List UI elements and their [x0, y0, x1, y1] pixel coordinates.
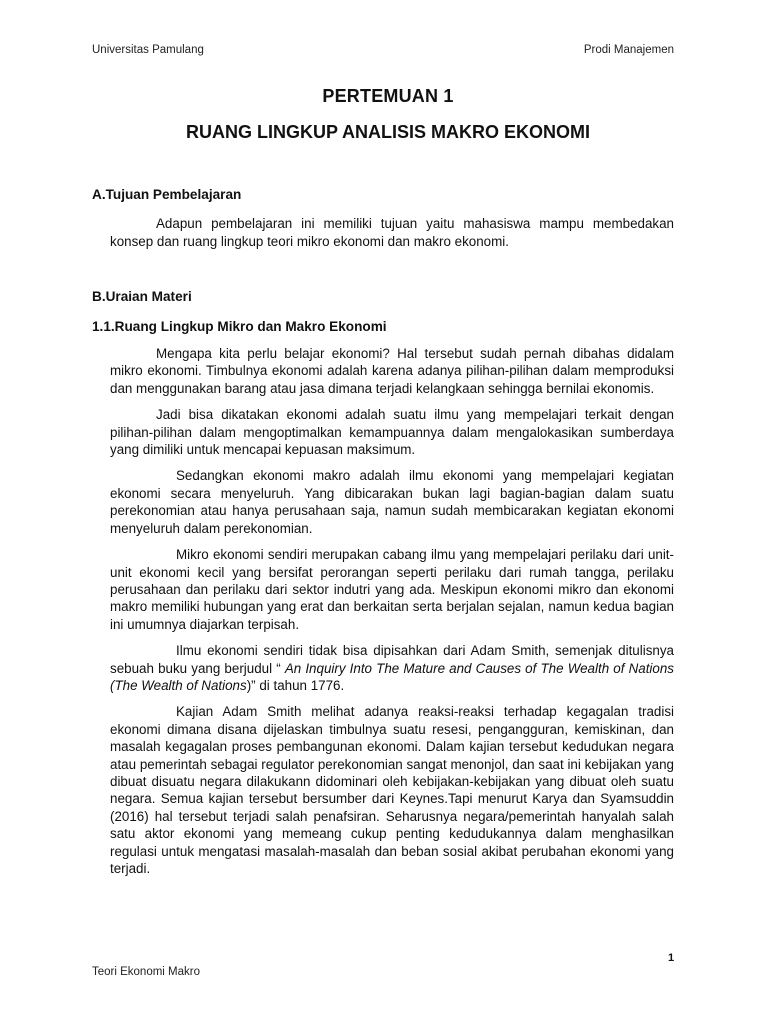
- title-block: [0, 86, 768, 143]
- meeting-title: PERTEMUAN 1: [322, 86, 454, 106]
- paragraph-1: Mengapa kita perlu belajar ekonomi? Hal tersebut sudah pernah dibahas didalam mikro ekonomi. Timbulnya ekonomi adalah karena adanya pilihan-pilihan dalam memproduksi dan menggunakan barang atau jasa dimana terjadi kelangkaan sehingga bernilai ekonomis.: [110, 346, 674, 396]
- paragraph-2: Jadi bisa dikatakan ekonomi adalah suatu ilmu yang mempelajari terkait dengan pilihan-pilihan dalam mengoptimalkan kemampuannya dalam mengalokasikan sumberdaya yang dimiliki untuk mencapai kepuasan maksimum.: [110, 407, 674, 458]
- paragraph-5: [92, 642, 674, 694]
- header-university: Universitas Pamulang: [92, 44, 204, 56]
- section-a-heading: A.Tujuan Pembelajaran: [92, 187, 242, 202]
- section-a-paragraph: Adapun pembelajaran ini memiliki tujuan yaitu mahasiswa mampu membedakan konsep dan ruang lingkup teori mikro ekonomi dan makro ekonomi.: [110, 216, 674, 249]
- book-title: An Inquiry Into The Mature and Causes of The Wealth of Nations (The Wealth of Nations: [110, 660, 674, 693]
- running-footer: Teori Ekonomi Makro: [92, 966, 201, 978]
- paragraph-4: Mikro ekonomi sendiri merupakan cabang ilmu yang mempelajari perilaku dari unit-unit ekonomi kecil yang bersifat perorangan seperti perilaku dari rumah tangga, perilaku perusahaan dan perilaku dari sektor indutri yang ada. Meskipun ekonomi mikro dan ekonomi makro memiliki hubungan yang erat dan berkaitan serta berjalan sejalan, namun kedua bagian ini umumnya diajarkan terpisah.: [110, 547, 674, 632]
- header-program: Prodi Manajemen: [583, 44, 674, 56]
- section-b-heading: B.Uraian Materi: [92, 289, 192, 305]
- paragraph-6: Kajian Adam Smith melihat adanya reaksi-reaksi terhadap kegagalan tradisi ekonomi dimana disana dijelaskan timbulnya suatu resesi, pengangguran, kemiskinan, dan masalah kegagalan proses pembangunan ekonomi. Dalam kajian tersebut kedudukan negara atau pemerintah sebagai regulator perekonomian sangat menonjol, dan saat ini kebijakan yang dibuat disuatu negara dilakukann didominari oleh kebijakan-kebijakan yang dibuat oleh suatu negara. Semua kajian tersebut bersumber dari Keynes.Tapi menurut Karya dan Syamsuddin (2016) hal tersebut terjadi salah penafsiran. Seharusnya negara/pemerintah hanyalah salah satu aktor ekonomi yang memeang cukup penting kedudukannya dalam menghasilkan regulasi untuk mengatasi masalah-masalah dan beban sosial akibat perubahan ekonomi yang terjadi.: [110, 704, 674, 876]
- body-content: [92, 186, 674, 877]
- chapter-title: RUANG LINGKUP ANALISIS MAKRO EKONOMI: [185, 122, 590, 142]
- paragraph-3: Sedangkan ekonomi makro adalah ilmu ekonomi yang mempelajari kegiatan ekonomi secara menyeluruh. Yang dibicarakan bukan lagi bagian-bagian dalam suatu perekonomian atau hanya perusahaan saja, namun sudah membicarakan kegiatan ekonomi menyeluruh dalam perekonomian.: [110, 468, 674, 536]
- section-b-subheading: 1.1.Ruang Lingkup Mikro dan Makro Ekonomi: [92, 318, 387, 334]
- paragraph-5-start: Ilmu ekonomi sendiri tidak bisa dipisahkan dari Adam Smith, semenjak ditulisnya sebuah buku yang berjudul “: [110, 643, 674, 676]
- running-header: [92, 44, 674, 56]
- page-number: 1: [668, 952, 675, 964]
- paragraph-5-end: )” di tahun 1776.: [246, 677, 345, 693]
